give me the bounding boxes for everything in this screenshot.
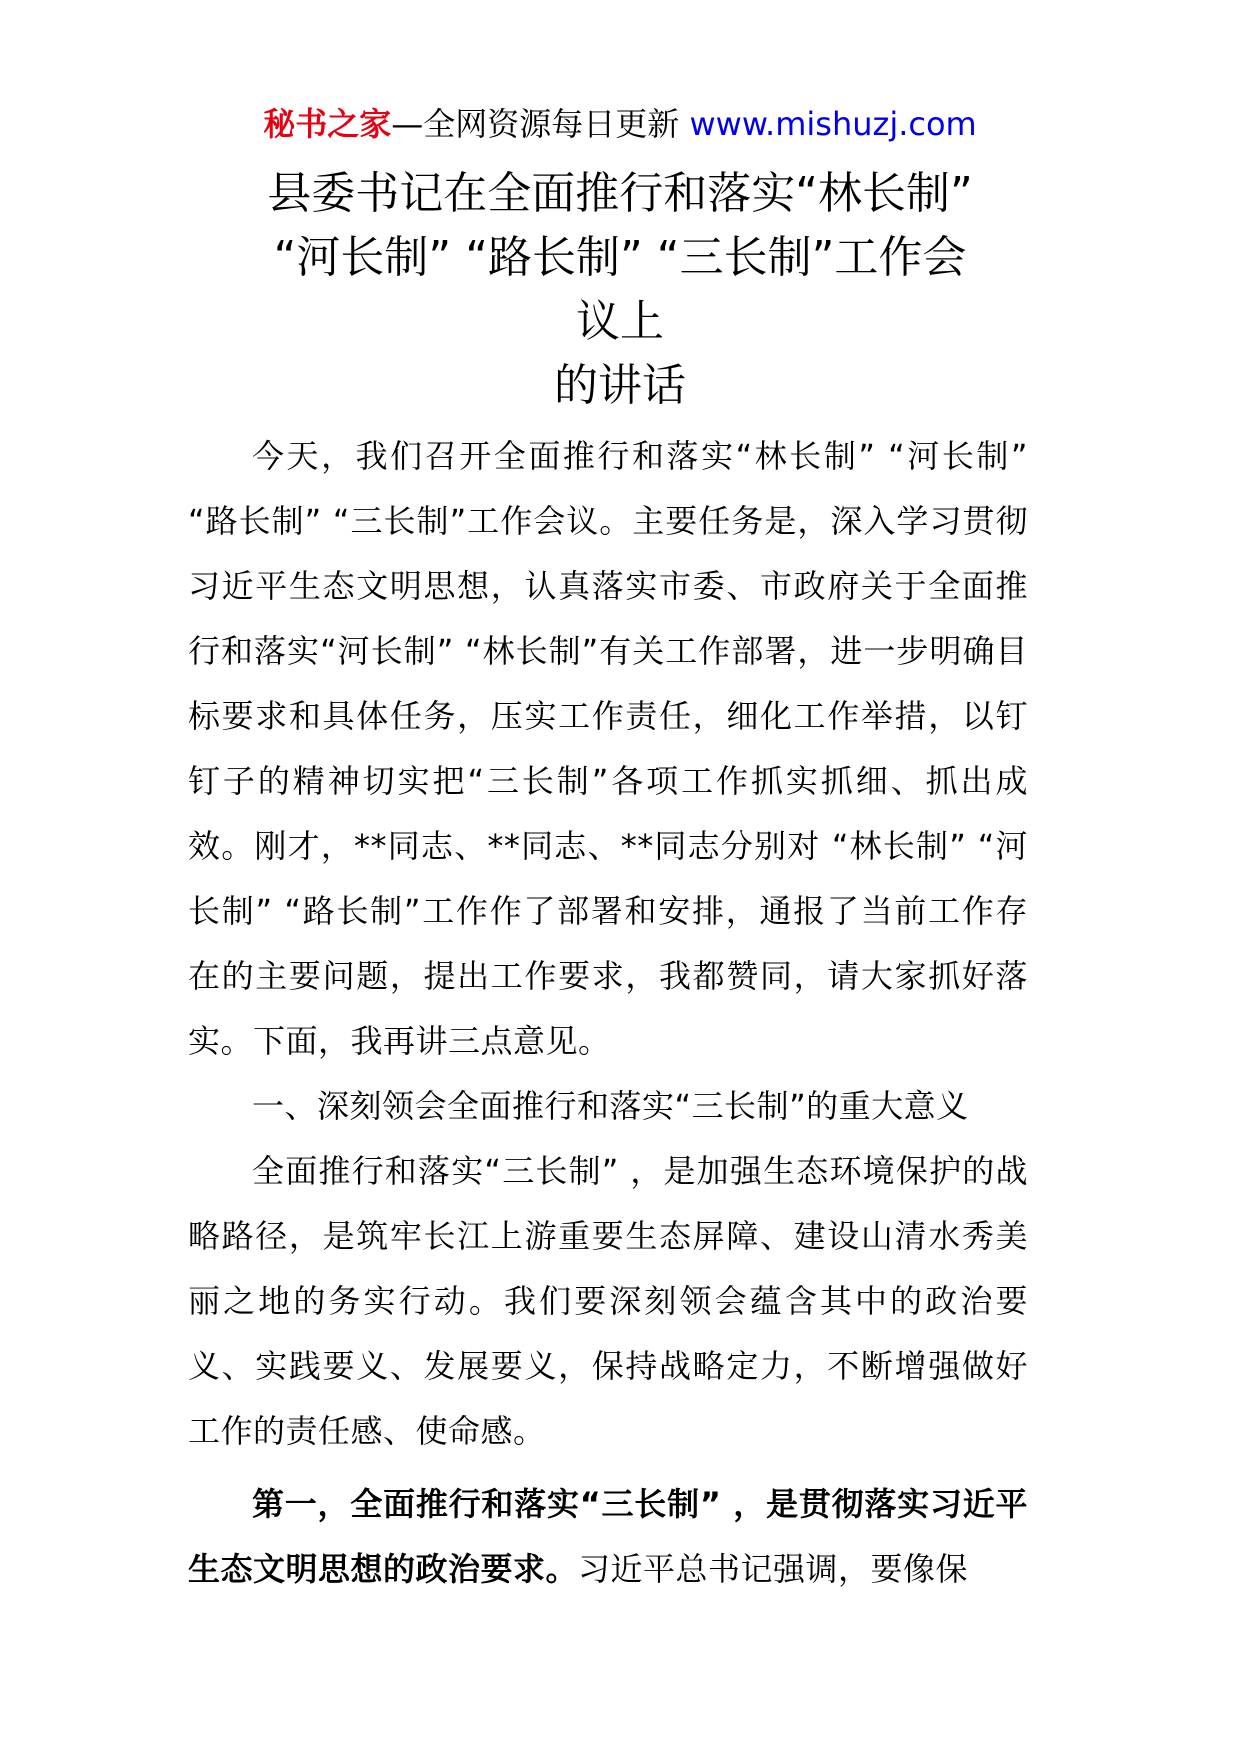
- paragraph-intro: 今天，我们召开全面推行和落实“林长制” “河长制” “路长制” “三长制”工作会议。主要任务是，深入学习贯彻习近平生态文明思想，认真落实市委、市政府关于全面推行和落实“河长制” “林长制”有关工作部署，进一步明确目标要求和具体任务，压实工作责任，细化工作举措，以钉钉子的精神切实把“三长制”各项工作抓实抓细、抓出成效。刚才，**同志、**同志、**同志分别对 “林长制” “河长制” “路长制”工作作了部署和安排，通报了当前工作存在的主要问题，提出工作要求，我都赞同，请大家抓好落实。下面，我再讲三点意见。: [188, 437, 1028, 1060]
- title-line-2: “河长制” “路长制” “三长制”工作会: [273, 232, 967, 283]
- first-point-text: 习近平总书记强调，要像保: [578, 1550, 969, 1588]
- title-line-4: 的讲话: [554, 360, 686, 411]
- site-brand: 秘书之家: [263, 105, 392, 143]
- paragraph-first-point: [188, 1472, 1028, 1602]
- document-title: [200, 162, 1040, 418]
- site-slogan: —全网资源每日更新: [391, 105, 690, 143]
- first-point-heading: 第一，全面推行和落实“三长制” ，是贯彻落实习近平生态文明思想的政治要求。: [188, 1485, 1028, 1588]
- title-line-1: 县委书记在全面推行和落实“林长制”: [267, 168, 973, 219]
- title-line-3: 议上: [576, 296, 664, 347]
- section-heading-1: 一、深刻领会全面推行和落实“三长制”的重大意义: [252, 1087, 969, 1125]
- site-url-link[interactable]: www.mishuzj.com: [689, 105, 977, 143]
- site-header: [0, 102, 1240, 146]
- paragraph-significance: 全面推行和落实“三长制” ，是加强生态环境保护的战略路径，是筑牢长江上游重要生态屏障、建设山清水秀美丽之地的务实行动。我们要深刻领会蕴含其中的政治要义、实践要义、发展要义，保持战略定力，不断增强做好工作的责任感、使命感。: [188, 1152, 1028, 1450]
- document-body: [188, 424, 1028, 1602]
